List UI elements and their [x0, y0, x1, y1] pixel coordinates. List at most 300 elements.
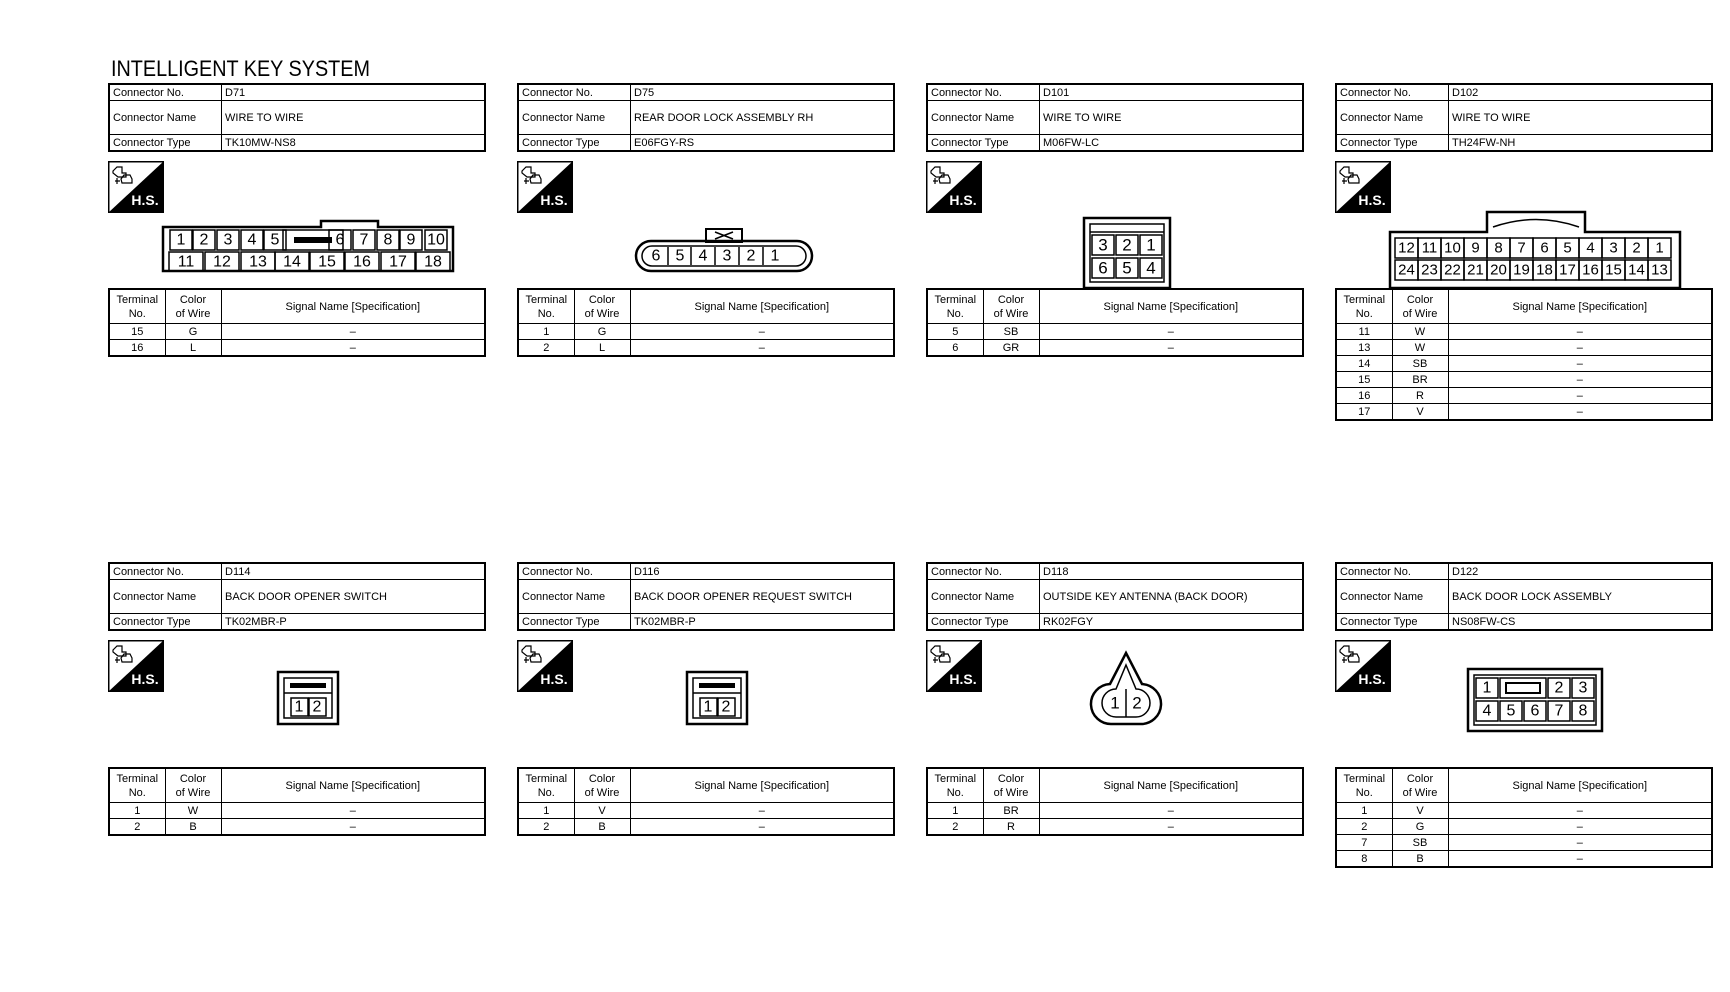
wire-color-header-line2: of Wire — [993, 307, 1029, 320]
connector-name-value: WIRE TO WIRE — [1449, 101, 1713, 135]
terminal-no-header-line2: No. — [946, 307, 964, 320]
terminal-no: 8 — [1336, 851, 1392, 868]
connector-no-value: D71 — [222, 84, 486, 101]
connector-diagram — [926, 631, 1304, 767]
connector-no-label: Connector No. — [518, 84, 631, 101]
table-row — [927, 803, 1303, 819]
pin-number: 7 — [1517, 239, 1526, 257]
connector-type-label: Connector Type — [1336, 614, 1449, 631]
connector-diagram — [108, 631, 486, 767]
signal-name: – — [1448, 835, 1712, 851]
connector-type-value: TK02MBR-P — [631, 614, 895, 631]
table-row — [109, 803, 485, 819]
wire-color-header — [165, 289, 221, 324]
terminal-no: 16 — [1336, 388, 1392, 404]
pin-number: 13 — [249, 253, 267, 271]
terminal-no-header-line1: Terminal — [1343, 772, 1386, 785]
table-row — [518, 819, 894, 836]
pin-number: 16 — [353, 253, 371, 271]
pin-number: 6 — [1530, 702, 1540, 720]
connector-face — [1335, 631, 1713, 767]
terminal-table-header — [109, 768, 485, 803]
connector-name-value: BACK DOOR OPENER SWITCH — [222, 580, 486, 614]
table-row — [1336, 835, 1712, 851]
pin-number: 3 — [1609, 239, 1618, 257]
wire-color: SB — [1392, 356, 1448, 372]
terminal-no: 6 — [927, 340, 983, 357]
connector-info-table — [926, 562, 1304, 631]
connector-name-value: BACK DOOR LOCK ASSEMBLY — [1449, 580, 1713, 614]
pin-number: 3 — [1578, 679, 1588, 697]
connector-no-value: D118 — [1040, 563, 1304, 580]
pin-number: 2 — [1132, 693, 1142, 713]
connector-diagram — [1335, 152, 1713, 288]
connector-info-table — [1335, 562, 1713, 631]
signal-name: – — [630, 324, 894, 340]
connector-no-value: D101 — [1040, 84, 1304, 101]
table-row — [109, 324, 485, 340]
pin-number: 24 — [1398, 261, 1415, 279]
signal-name: – — [221, 340, 485, 357]
terminal-no-header-line2: No. — [1355, 786, 1373, 799]
connector-name-label: Connector Name — [927, 580, 1040, 614]
connector-diagram — [108, 152, 486, 288]
wire-color-header-line2: of Wire — [584, 307, 620, 320]
signal-name: – — [1448, 372, 1712, 388]
pin-number: 8 — [1494, 239, 1503, 257]
pin-number: 17 — [389, 253, 407, 271]
signal-name: – — [630, 803, 894, 819]
connector-info-table — [517, 83, 895, 152]
page-title: INTELLIGENT KEY SYSTEM — [111, 56, 370, 81]
pin-number: 20 — [1490, 261, 1507, 279]
hs-badge-label: H.S. — [540, 671, 568, 687]
pin-number: 10 — [1444, 239, 1461, 257]
wire-color-header-line1: Color — [179, 293, 207, 306]
pin-number: 22 — [1444, 261, 1461, 279]
terminal-no-header-line1: Terminal — [1343, 293, 1386, 306]
connector-type-value: M06FW-LC — [1040, 135, 1304, 152]
terminal-table-header — [518, 768, 894, 803]
pin-number: 17 — [1559, 261, 1576, 279]
pin-number: 2 — [1632, 239, 1641, 257]
connector-face — [926, 631, 1304, 767]
table-row — [1336, 819, 1712, 835]
table-row — [1336, 356, 1712, 372]
wire-color-header — [574, 289, 630, 324]
wire-color-header-line2: of Wire — [993, 786, 1029, 799]
table-row — [518, 340, 894, 357]
terminal-no: 15 — [1336, 372, 1392, 388]
terminal-table — [108, 767, 486, 836]
hs-badge-label: H.S. — [131, 671, 159, 687]
wire-color: SB — [983, 324, 1039, 340]
connector-no-label: Connector No. — [927, 563, 1040, 580]
connector-face — [108, 631, 486, 767]
connector-diagram — [1335, 631, 1713, 767]
connector-type-label: Connector Type — [518, 135, 631, 152]
pin-number: 1 — [770, 247, 780, 265]
connector-name-label: Connector Name — [1336, 580, 1449, 614]
table-row — [1336, 803, 1712, 819]
terminal-no-header-line2: No. — [537, 786, 555, 799]
signal-name-header: Signal Name [Specification] — [630, 289, 894, 324]
connector-name-label: Connector Name — [1336, 101, 1449, 135]
pin-number: 6 — [335, 231, 345, 249]
wire-color-header-line2: of Wire — [1402, 786, 1438, 799]
terminal-no-header-line2: No. — [946, 786, 964, 799]
pin-number: 21 — [1467, 261, 1484, 279]
wire-color: B — [165, 819, 221, 836]
connector-panel — [1335, 562, 1713, 868]
pin-number: 1 — [1110, 693, 1120, 713]
terminal-no: 2 — [927, 819, 983, 836]
signal-name: – — [1448, 340, 1712, 356]
signal-name: – — [221, 819, 485, 836]
connector-type-label: Connector Type — [927, 614, 1040, 631]
connector-name-label: Connector Name — [109, 580, 222, 614]
terminal-no: 2 — [518, 340, 574, 357]
hs-badge-label: H.S. — [949, 671, 977, 687]
hs-badge-label: H.S. — [1358, 671, 1386, 687]
wire-color: V — [1392, 803, 1448, 819]
signal-name: – — [221, 803, 485, 819]
terminal-no-header — [518, 768, 574, 803]
table-row — [109, 819, 485, 836]
wire-color-header — [983, 289, 1039, 324]
wire-color-header — [165, 768, 221, 803]
table-row — [1336, 324, 1712, 340]
pin-number: 8 — [383, 231, 393, 249]
terminal-no-header-line1: Terminal — [525, 293, 568, 306]
pin-number: 11 — [177, 253, 195, 271]
wire-color-header — [1392, 768, 1448, 803]
connector-no-label: Connector No. — [1336, 84, 1449, 101]
wire-color-header-line1: Color — [997, 293, 1025, 306]
pin-number: 5 — [1563, 239, 1572, 257]
terminal-no-header — [927, 768, 983, 803]
pin-number: 5 — [675, 247, 685, 265]
terminal-no-header-line2: No. — [1355, 307, 1373, 320]
signal-name-header: Signal Name [Specification] — [221, 768, 485, 803]
terminal-table-header — [1336, 289, 1712, 324]
connector-name-value: WIRE TO WIRE — [1040, 101, 1304, 135]
connector-panel — [517, 83, 895, 357]
wire-color: L — [165, 340, 221, 357]
pin-number: 8 — [1578, 702, 1588, 720]
signal-name-header: Signal Name [Specification] — [1448, 289, 1712, 324]
terminal-no-header-line1: Terminal — [934, 772, 977, 785]
terminal-no-header — [109, 768, 165, 803]
table-row — [927, 340, 1303, 357]
terminal-no-header-line1: Terminal — [525, 772, 568, 785]
pin-number: 12 — [1398, 239, 1415, 257]
connector-no-value: D114 — [222, 563, 486, 580]
hs-badge-label: H.S. — [1358, 192, 1386, 208]
connector-info-table — [1335, 83, 1713, 152]
pin-number: 15 — [1605, 261, 1622, 279]
pin-number: 5 — [1506, 702, 1516, 720]
wire-color-header-line1: Color — [1406, 293, 1434, 306]
signal-name: – — [630, 340, 894, 357]
connector-face — [517, 152, 895, 288]
connector-type-value: TH24FW-NH — [1449, 135, 1713, 152]
pin-number: 2 — [721, 698, 731, 716]
pin-number: 18 — [1536, 261, 1553, 279]
pin-number: 2 — [199, 231, 209, 249]
connector-type-value: E06FGY-RS — [631, 135, 895, 152]
terminal-table-header — [927, 768, 1303, 803]
pin-number: 14 — [283, 253, 301, 271]
pin-number: 4 — [698, 247, 708, 265]
terminal-table — [517, 288, 895, 357]
connector-panel — [926, 562, 1304, 836]
terminal-no: 5 — [927, 324, 983, 340]
terminal-no: 14 — [1336, 356, 1392, 372]
connector-face — [1335, 152, 1713, 288]
pin-number: 4 — [1482, 702, 1492, 720]
table-row — [1336, 340, 1712, 356]
terminal-no-header-line2: No. — [537, 307, 555, 320]
connector-no-value: D122 — [1449, 563, 1713, 580]
wire-color-header-line1: Color — [588, 293, 616, 306]
wire-color: R — [1392, 388, 1448, 404]
pin-number: 1 — [703, 698, 713, 716]
pin-number: 4 — [1586, 239, 1595, 257]
wire-color: B — [1392, 851, 1448, 868]
pin-number: 1 — [294, 698, 304, 716]
pin-number: 2 — [1122, 235, 1132, 255]
terminal-no: 1 — [518, 803, 574, 819]
terminal-no: 2 — [518, 819, 574, 836]
signal-name: – — [1448, 404, 1712, 421]
terminal-no: 17 — [1336, 404, 1392, 421]
signal-name: – — [1448, 324, 1712, 340]
wire-color: G — [165, 324, 221, 340]
connector-info-table — [517, 562, 895, 631]
connector-no-label: Connector No. — [518, 563, 631, 580]
connector-name-label: Connector Name — [518, 580, 631, 614]
signal-name: – — [1448, 388, 1712, 404]
terminal-no-header — [109, 289, 165, 324]
terminal-no: 7 — [1336, 835, 1392, 851]
signal-name-header: Signal Name [Specification] — [1448, 768, 1712, 803]
wire-color: G — [574, 324, 630, 340]
terminal-no-header-line2: No. — [128, 786, 146, 799]
wire-color: SB — [1392, 835, 1448, 851]
signal-name: – — [1039, 324, 1303, 340]
signal-name: – — [221, 324, 485, 340]
pin-number: 16 — [1582, 261, 1599, 279]
wire-color: G — [1392, 819, 1448, 835]
table-row — [927, 324, 1303, 340]
terminal-table-header — [927, 289, 1303, 324]
signal-name: – — [1448, 851, 1712, 868]
terminal-no: 2 — [109, 819, 165, 836]
connector-panel — [1335, 83, 1713, 421]
terminal-table-header — [1336, 768, 1712, 803]
terminal-no: 1 — [109, 803, 165, 819]
terminal-no: 13 — [1336, 340, 1392, 356]
wire-color-header-line2: of Wire — [175, 786, 211, 799]
terminal-no: 15 — [109, 324, 165, 340]
wire-color-header-line2: of Wire — [584, 786, 620, 799]
hs-badge-label: H.S. — [540, 192, 568, 208]
pin-number: 23 — [1421, 261, 1438, 279]
connector-diagram — [926, 152, 1304, 288]
wire-color: W — [1392, 340, 1448, 356]
wire-color: R — [983, 819, 1039, 836]
connector-name-value: BACK DOOR OPENER REQUEST SWITCH — [631, 580, 895, 614]
pin-number: 2 — [1554, 679, 1564, 697]
terminal-table-header — [518, 289, 894, 324]
pin-number: 5 — [270, 231, 280, 249]
wire-color-header-line1: Color — [179, 772, 207, 785]
wire-color-header — [1392, 289, 1448, 324]
connector-face — [108, 152, 486, 288]
pin-number: 9 — [1471, 239, 1480, 257]
pin-number: 5 — [1122, 258, 1132, 278]
terminal-no: 16 — [109, 340, 165, 357]
signal-name: – — [1039, 803, 1303, 819]
terminal-no: 1 — [927, 803, 983, 819]
pin-number: 1 — [1146, 235, 1156, 255]
pin-number: 4 — [247, 231, 257, 249]
wire-color: W — [165, 803, 221, 819]
signal-name: – — [1448, 819, 1712, 835]
connector-type-label: Connector Type — [927, 135, 1040, 152]
terminal-no: 1 — [1336, 803, 1392, 819]
connector-no-label: Connector No. — [109, 563, 222, 580]
wire-color: B — [574, 819, 630, 836]
connector-type-label: Connector Type — [109, 614, 222, 631]
connector-name-label: Connector Name — [927, 101, 1040, 135]
wire-color-header-line2: of Wire — [1402, 307, 1438, 320]
terminal-table — [926, 767, 1304, 836]
terminal-no-header — [1336, 768, 1392, 803]
terminal-no-header — [1336, 289, 1392, 324]
terminal-table — [1335, 767, 1713, 868]
pin-number: 10 — [427, 231, 445, 249]
pin-number: 1 — [1655, 239, 1664, 257]
signal-name-header: Signal Name [Specification] — [1039, 289, 1303, 324]
signal-name-header: Signal Name [Specification] — [630, 768, 894, 803]
connector-info-table — [108, 83, 486, 152]
pin-number: 7 — [359, 231, 369, 249]
connector-info-table — [926, 83, 1304, 152]
wire-color: GR — [983, 340, 1039, 357]
wire-color-header-line1: Color — [588, 772, 616, 785]
terminal-no-header-line1: Terminal — [116, 293, 159, 306]
connector-no-label: Connector No. — [109, 84, 222, 101]
connector-type-label: Connector Type — [109, 135, 222, 152]
connector-name-value: REAR DOOR LOCK ASSEMBLY RH — [631, 101, 895, 135]
connector-name-label: Connector Name — [518, 101, 631, 135]
wire-color-header-line1: Color — [1406, 772, 1434, 785]
connector-diagram — [517, 152, 895, 288]
connector-type-value: TK10MW-NS8 — [222, 135, 486, 152]
connector-type-value: TK02MBR-P — [222, 614, 486, 631]
table-row — [927, 819, 1303, 836]
terminal-no: 2 — [1336, 819, 1392, 835]
terminal-no: 11 — [1336, 324, 1392, 340]
connector-no-label: Connector No. — [1336, 563, 1449, 580]
pin-number: 9 — [406, 231, 416, 249]
terminal-table — [517, 767, 895, 836]
connector-name-value: OUTSIDE KEY ANTENNA (BACK DOOR) — [1040, 580, 1304, 614]
signal-name-header: Signal Name [Specification] — [1039, 768, 1303, 803]
wire-color-header — [574, 768, 630, 803]
wire-color: BR — [1392, 372, 1448, 388]
terminal-no-header-line1: Terminal — [116, 772, 159, 785]
pin-number: 2 — [746, 247, 756, 265]
pin-number: 11 — [1421, 239, 1438, 257]
pin-number: 4 — [1146, 258, 1156, 278]
terminal-table — [926, 288, 1304, 357]
pin-number: 18 — [424, 253, 442, 271]
pin-number: 1 — [176, 231, 186, 249]
terminal-no-header — [927, 289, 983, 324]
terminal-table — [1335, 288, 1713, 421]
signal-name: – — [1039, 819, 1303, 836]
signal-name: – — [630, 819, 894, 836]
connector-name-label: Connector Name — [109, 101, 222, 135]
pin-number: 2 — [312, 698, 322, 716]
wire-color: BR — [983, 803, 1039, 819]
wire-color: V — [574, 803, 630, 819]
wire-color: L — [574, 340, 630, 357]
wire-color-header — [983, 768, 1039, 803]
table-row — [109, 340, 485, 357]
table-row — [518, 803, 894, 819]
table-row — [1336, 372, 1712, 388]
pin-number: 14 — [1628, 261, 1645, 279]
signal-name-header: Signal Name [Specification] — [221, 289, 485, 324]
hs-badge-label: H.S. — [131, 192, 159, 208]
connector-no-value: D102 — [1449, 84, 1713, 101]
pin-number: 6 — [1540, 239, 1549, 257]
pin-number: 1 — [1482, 679, 1492, 697]
connector-name-value: WIRE TO WIRE — [222, 101, 486, 135]
connector-panel — [108, 83, 486, 357]
pin-number: 3 — [1098, 235, 1108, 255]
wire-color: V — [1392, 404, 1448, 421]
connector-face — [517, 631, 895, 767]
pin-number: 15 — [318, 253, 336, 271]
signal-name: – — [1039, 340, 1303, 357]
terminal-no-header — [518, 289, 574, 324]
connector-panel — [108, 562, 486, 836]
connector-type-label: Connector Type — [518, 614, 631, 631]
pin-number: 19 — [1513, 261, 1530, 279]
terminal-table — [108, 288, 486, 357]
terminal-no-header-line2: No. — [128, 307, 146, 320]
connector-face — [926, 152, 1304, 288]
wire-color: W — [1392, 324, 1448, 340]
terminal-no-header-line1: Terminal — [934, 293, 977, 306]
connector-no-value: D75 — [631, 84, 895, 101]
wire-color-header-line1: Color — [997, 772, 1025, 785]
connector-no-label: Connector No. — [927, 84, 1040, 101]
connector-type-value: NS08FW-CS — [1449, 614, 1713, 631]
terminal-no: 1 — [518, 324, 574, 340]
wire-color-header-line2: of Wire — [175, 307, 211, 320]
pin-number: 6 — [1098, 258, 1108, 278]
table-row — [1336, 388, 1712, 404]
connector-no-value: D116 — [631, 563, 895, 580]
table-row — [518, 324, 894, 340]
connector-info-table — [108, 562, 486, 631]
